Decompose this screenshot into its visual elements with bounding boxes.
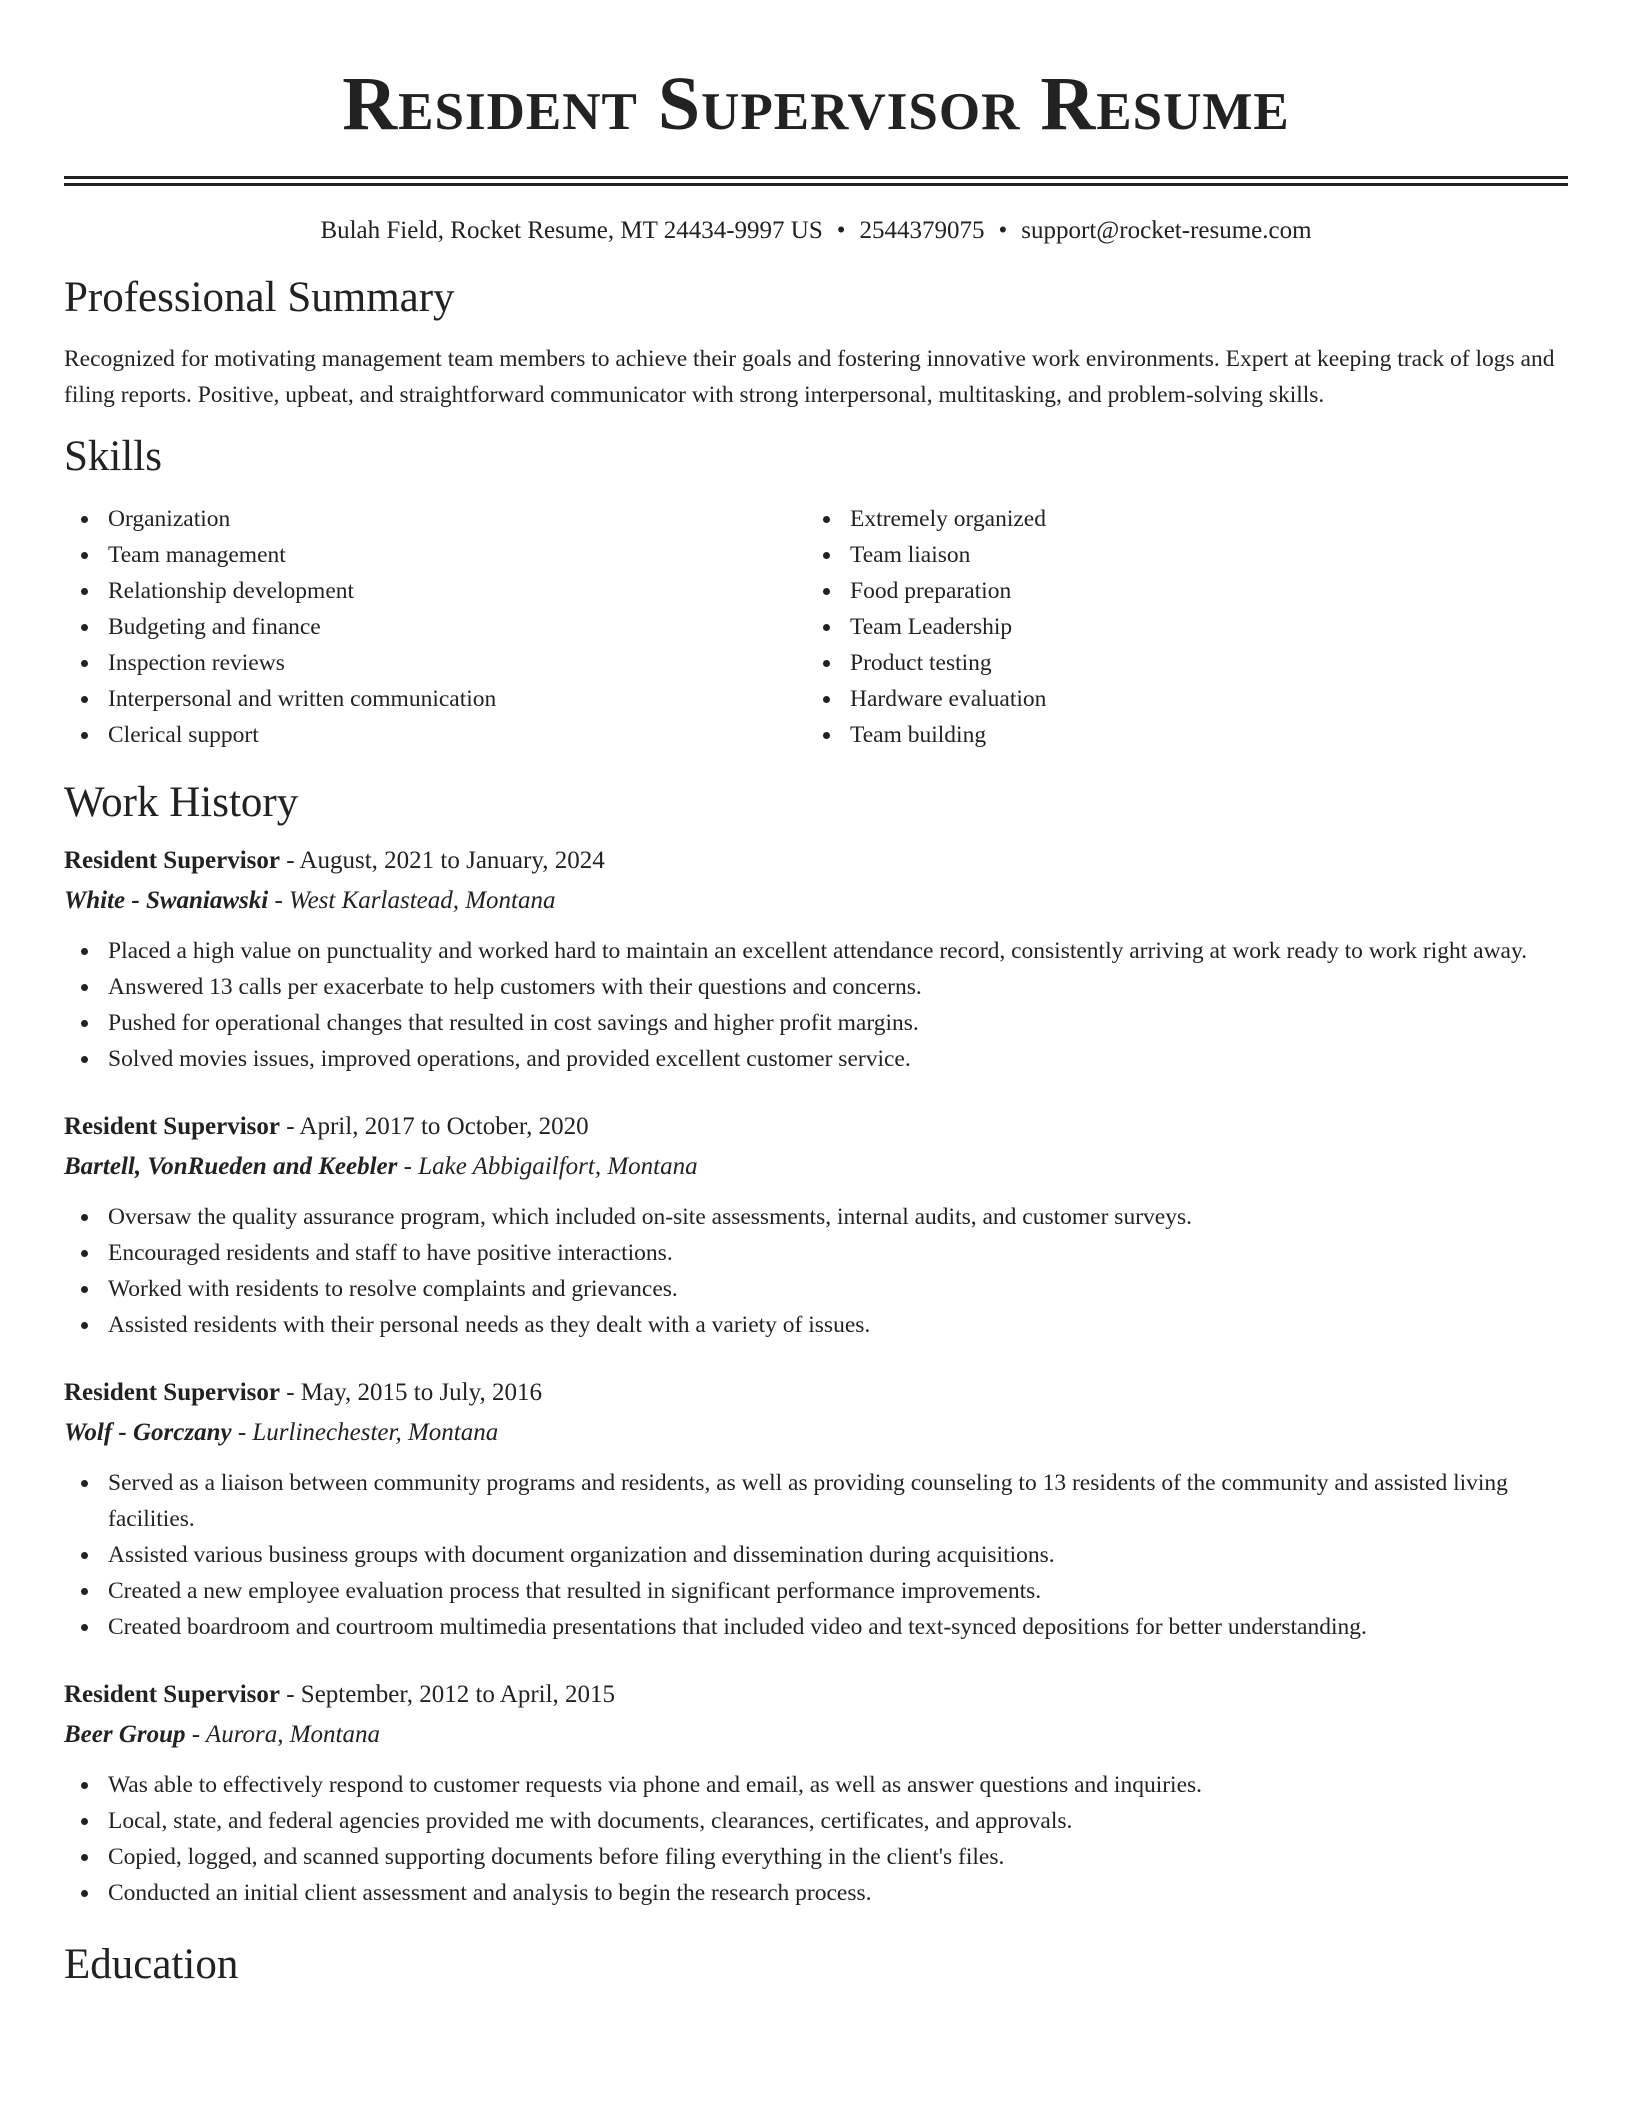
skill-item: Clerical support: [64, 717, 806, 753]
job-company: Beer Group: [64, 1721, 186, 1748]
work-history-heading: Work History: [64, 779, 299, 826]
skill-item: Product testing: [806, 645, 1548, 681]
job-company-line: [64, 1715, 1568, 1755]
job-bullets: [64, 1199, 1568, 1343]
skill-item: Extremely organized: [806, 501, 1548, 537]
job-role: Resident Supervisor: [64, 1681, 280, 1708]
skill-item: Relationship development: [64, 573, 806, 609]
skill-item: Hardware evaluation: [806, 681, 1548, 717]
skills-column-right: [806, 501, 1548, 753]
skills-list: [64, 501, 1568, 753]
job-bullet: Assisted residents with their personal needs as they dealt with a variety of issues.: [64, 1307, 1568, 1343]
job-bullet: Solved movies issues, improved operations, and provided excellent customer service.: [64, 1041, 1568, 1077]
job-entry: [64, 1373, 1568, 1645]
job-bullet: Copied, logged, and scanned supporting documents before filing everything in the client's files.: [64, 1839, 1568, 1875]
job-dates: - August, 2021 to January, 2024: [279, 847, 605, 874]
resume-title: Resident Supervisor Resume: [342, 62, 1290, 146]
job-company: Bartell, VonRueden and Keebler: [64, 1153, 398, 1180]
job-entry: [64, 1675, 1568, 1911]
job-bullet: Was able to effectively respond to customer requests via phone and email, as well as answer questions and inquiries.: [64, 1767, 1568, 1803]
job-role: Resident Supervisor: [64, 1113, 280, 1140]
skill-item: Team management: [64, 537, 806, 573]
contact-address: Bulah Field, Rocket Resume, MT 24434-9997 US: [320, 217, 823, 244]
job-title-line: [64, 841, 1568, 881]
skill-item: Food preparation: [806, 573, 1548, 609]
job-bullets: [64, 1767, 1568, 1911]
summary-text: Recognized for motivating management team members to achieve their goals and fostering innovative work environments. Expert at keeping track of logs and filing reports. Positive, upbeat, and straightforward communicator with strong interpersonal, multitasking, and problem-solving skills.: [64, 346, 1555, 408]
job-bullet: Created boardroom and courtroom multimedia presentations that included video and text-synced depositions for better understanding.: [64, 1609, 1568, 1645]
job-entry: [64, 1107, 1568, 1343]
job-bullets: [64, 1465, 1568, 1645]
job-bullet: Local, state, and federal agencies provided me with documents, clearances, certificates, and approvals.: [64, 1803, 1568, 1839]
summary-heading: Professional Summary: [64, 274, 455, 321]
contact-line: [64, 216, 1568, 246]
job-entry: [64, 841, 1568, 1077]
job-company-line: [64, 1413, 1568, 1453]
job-bullet: Assisted various business groups with document organization and dissemination during acquisitions.: [64, 1537, 1568, 1573]
job-location: - Aurora, Montana: [185, 1721, 380, 1748]
job-bullet: Encouraged residents and staff to have positive interactions.: [64, 1235, 1568, 1271]
skill-item: Team building: [806, 717, 1548, 753]
job-bullet: Worked with residents to resolve complaints and grievances.: [64, 1271, 1568, 1307]
job-title-line: [64, 1107, 1568, 1147]
education-heading: Education: [64, 1941, 239, 1988]
job-company-line: [64, 881, 1568, 921]
job-location: - Lurlinechester, Montana: [231, 1419, 499, 1446]
job-company: Wolf - Gorczany: [64, 1419, 232, 1446]
skill-item: Team liaison: [806, 537, 1548, 573]
skills-column-left: [64, 501, 806, 753]
contact-separator: •: [998, 217, 1008, 244]
job-bullet: Oversaw the quality assurance program, which included on-site assessments, internal audits, and customer surveys.: [64, 1199, 1568, 1235]
job-bullet: Served as a liaison between community programs and residents, as well as providing counseling to 13 residents of the community and assisted living facilities.: [64, 1465, 1568, 1537]
job-bullet: Pushed for operational changes that resulted in cost savings and higher profit margins.: [64, 1005, 1568, 1041]
job-bullet: Conducted an initial client assessment and analysis to begin the research process.: [64, 1875, 1568, 1911]
job-bullet: Placed a high value on punctuality and worked hard to maintain an excellent attendance record, consistently arriving at work ready to work right away.: [64, 933, 1568, 969]
job-bullet: Answered 13 calls per exacerbate to help customers with their questions and concerns.: [64, 969, 1568, 1005]
job-location: - Lake Abbigailfort, Montana: [397, 1153, 698, 1180]
job-company: White - Swaniawski: [64, 887, 269, 914]
contact-phone: 2544379075: [859, 217, 985, 244]
contact-email: support@rocket-resume.com: [1021, 217, 1312, 244]
skill-item: Interpersonal and written communication: [64, 681, 806, 717]
job-role: Resident Supervisor: [64, 1379, 280, 1406]
skill-item: Budgeting and finance: [64, 609, 806, 645]
contact-separator: •: [836, 217, 846, 244]
job-bullet: Created a new employee evaluation process that resulted in significant performance improvements.: [64, 1573, 1568, 1609]
skills-heading: Skills: [64, 433, 162, 480]
title-double-rule: [64, 176, 1568, 186]
job-company-line: [64, 1147, 1568, 1187]
job-title-line: [64, 1373, 1568, 1413]
resume-page: [64, 0, 1568, 1991]
job-dates: - May, 2015 to July, 2016: [279, 1379, 543, 1406]
skill-item: Inspection reviews: [64, 645, 806, 681]
skill-item: Team Leadership: [806, 609, 1548, 645]
job-dates: - September, 2012 to April, 2015: [279, 1681, 616, 1708]
job-title-line: [64, 1675, 1568, 1715]
job-location: - West Karlastead, Montana: [268, 887, 556, 914]
job-dates: - April, 2017 to October, 2020: [279, 1113, 589, 1140]
skill-item: Organization: [64, 501, 806, 537]
job-bullets: [64, 933, 1568, 1077]
job-role: Resident Supervisor: [64, 847, 280, 874]
